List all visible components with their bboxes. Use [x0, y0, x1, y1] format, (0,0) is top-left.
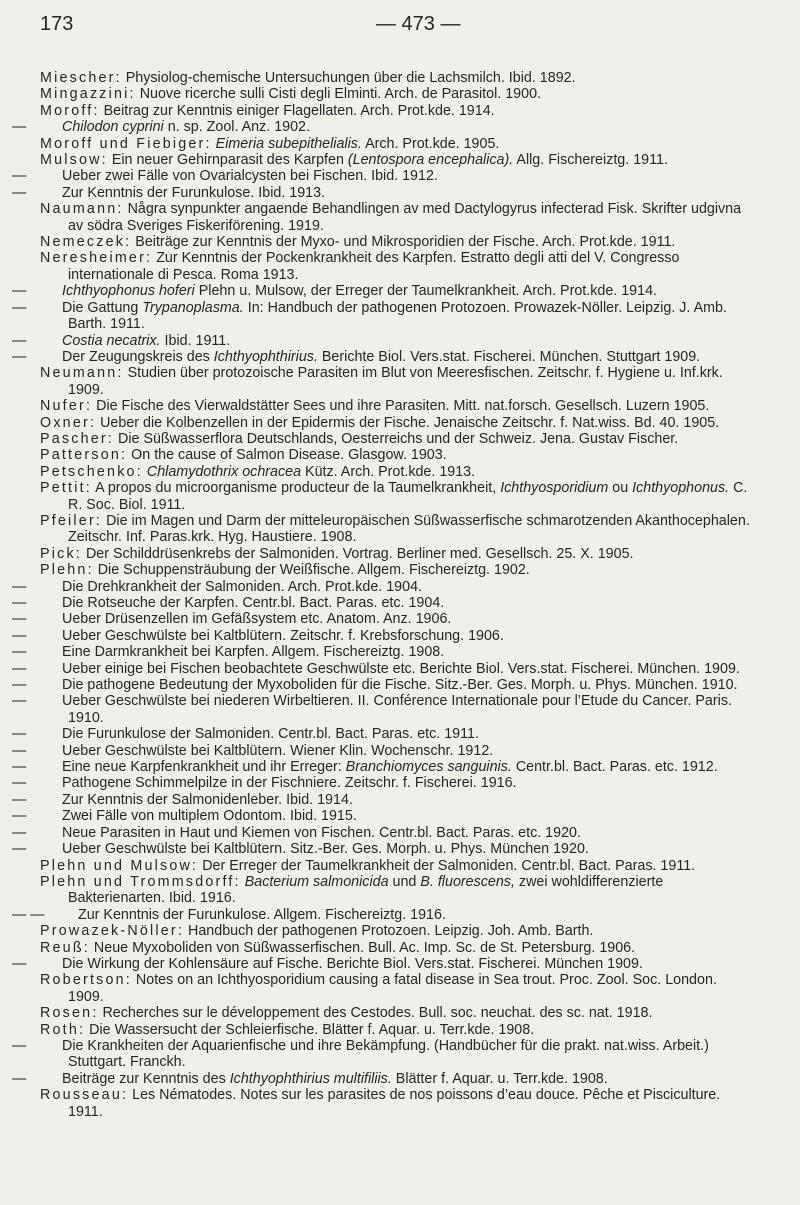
bibliography-entry: [12, 332, 754, 349]
entry-text: Handbuch der pathogenen Protozoen. Leipzig. Joh. Amb. Barth.: [188, 923, 594, 940]
entry-text: Plehn u. Mulsow, der Erreger der Taumelkrankheit. Arch. Prot.kde. 1914.: [198, 283, 658, 300]
ditto-dash: —: [12, 808, 27, 825]
entry-text: Ueber Geschwülste bei Kaltblütern. Wiener Klin. Wochenschr. 1912.: [62, 742, 494, 759]
ditto-dash: —: [12, 742, 27, 759]
entry-author: Oxner:: [40, 414, 97, 431]
bibliography-entry: [40, 972, 754, 1005]
entry-text: On the cause of Salmon Disease. Glasgow. 1903.: [131, 447, 447, 464]
bibliography-entry: [12, 283, 754, 300]
entry-text: Die Wirkung der Kohlensäure auf Fische. Berichte Biol. Vers.stat. Fischerei. München 1909.: [62, 955, 643, 972]
entry-text: In: Handbuch der pathogenen Protozoen. Prowazek-Nöller. Leipzig. J. Amb. Barth. 1911.: [68, 299, 727, 333]
bibliography-entry: [40, 431, 754, 447]
bibliography-entry: [12, 348, 754, 365]
ditto-dash: —: [12, 775, 27, 792]
entry-text: n. sp. Zool. Anz. 1902.: [167, 119, 310, 136]
bibliography-entry: [12, 693, 754, 726]
bibliography-entry: [12, 168, 754, 185]
entry-text: Neue Parasiten in Haut und Kiemen von Fischen. Centr.bl. Bact. Paras. etc. 1920.: [62, 824, 581, 841]
entry-text: Neue Myxoboliden von Süßwasserfischen. Bull. Ac. Imp. Sc. de St. Petersburg. 1906.: [93, 939, 636, 956]
bibliography-list: [12, 70, 754, 1120]
bibliography-entry: [40, 152, 754, 168]
bibliography-entry: [40, 136, 754, 152]
entry-italic-title: Ichthyophonus hoferi: [62, 283, 195, 300]
entry-text: Die Wassersucht der Schleierfische. Blätter f. Aquar. u. Terr.kde. 1908.: [89, 1021, 535, 1038]
ditto-dash: —: [12, 841, 27, 858]
bibliography-entry: [12, 660, 754, 677]
bibliography-entry: [12, 775, 754, 792]
entry-author: Moroff:: [40, 102, 100, 119]
entry-text: Ueber Geschwülste bei Kaltblütern. Zeitschr. f. Krebsforschung. 1906.: [62, 627, 504, 644]
entry-author: Mulsow:: [40, 152, 108, 169]
ditto-dash: —: [12, 824, 27, 841]
entry-author: Roth:: [40, 1021, 86, 1038]
bibliography-entry: [40, 1087, 754, 1120]
entry-text: C. R. Soc. Biol. 1911.: [68, 480, 748, 513]
entry-text: Ueber die Kolbenzellen in der Epidermis der Fische. Jenaische Zeitschr. f. Nat.wiss. Bd. 40. 1905.: [100, 414, 720, 431]
entry-text: Die Furunkulose der Salmoniden. Centr.bl. Bact. Paras. etc. 1911.: [62, 726, 479, 743]
page-header: [40, 0, 754, 70]
bibliography-entry: [12, 824, 754, 841]
ditto-dash: —: [12, 693, 27, 710]
bibliography-entry: [40, 546, 754, 562]
entry-text: ou: [612, 480, 629, 497]
entry-author: Prowazek-Nöller:: [40, 923, 185, 940]
entry-text: Eine neue Karpfenkrankheit und ihr Erreger:: [62, 759, 342, 776]
entry-italic-title: Ichthyophonus.: [632, 480, 730, 497]
entry-text: Beiträge zur Kenntnis des: [62, 1070, 226, 1087]
entry-italic-title: Ichthyophthirius.: [213, 348, 318, 365]
entry-text: Allg. Fischereiztg. 1911.: [516, 152, 668, 169]
bibliography-entry: [12, 726, 754, 743]
entry-text: Die Rotseuche der Karpfen. Centr.bl. Bact. Paras. etc. 1904.: [62, 595, 445, 611]
bibliography-entry: [12, 791, 754, 808]
bibliography-entry: [40, 447, 754, 463]
entry-author: Moroff und Fiebiger:: [40, 135, 212, 152]
entry-text: Physiolog-chemische Untersuchungen über die Lachsmilch. Ibid. 1892.: [125, 70, 576, 86]
entry-author: Miescher:: [40, 70, 122, 86]
ditto-dash: —: [12, 677, 27, 694]
ditto-dash: —: [12, 1070, 27, 1087]
entry-text: Ueber Drüsenzellen im Gefäßsystem etc. Anatom. Anz. 1906.: [62, 611, 452, 628]
entry-author: Nufer:: [40, 398, 93, 415]
entry-italic-title: Chilodon cyprini: [62, 119, 164, 136]
ditto-dash: —: [12, 627, 27, 644]
ditto-dash: —: [12, 119, 27, 136]
ditto-dash: —: [12, 184, 27, 201]
bibliography-entry: [12, 677, 754, 694]
ditto-dash: —: [12, 759, 27, 776]
entry-text: Notes on an Ichthyosporidium causing a fatal disease in Sea trout. Proc. Zool. Soc. London. 1909.: [68, 972, 717, 1005]
bibliography-entry: [40, 940, 754, 956]
entry-author: Rousseau:: [40, 1087, 129, 1104]
ditto-dash: —: [12, 726, 27, 743]
entry-text: Zur Kenntnis der Pockenkrankheit des Karpfen. Estratto degli atti del V. Congresso internationale di Pesca. Roma 1913.: [68, 250, 680, 283]
bibliography-entry: [40, 86, 754, 102]
entry-text: Der Erreger der Taumelkrankheit der Salmoniden. Centr.bl. Bact. Paras. 1911.: [202, 857, 696, 874]
entry-author: Robertson:: [40, 972, 132, 989]
ditto-dash: —: [12, 578, 27, 595]
ditto-dash: —: [12, 955, 27, 972]
entry-text: Die Krankheiten der Aquarienfische und ihre Bekämpfung. (Handbücher für die prakt. nat.wiss. Arbeit.) Stuttgart. Franckh.: [62, 1037, 709, 1071]
bibliography-entry: [40, 250, 754, 283]
entry-author: Reuß:: [40, 939, 90, 956]
entry-text: Die Drehkrankheit der Salmoniden. Arch. Prot.kde. 1904.: [62, 578, 422, 595]
bibliography-entry: [12, 299, 754, 333]
entry-author: Patterson:: [40, 447, 128, 464]
entry-author: Plehn und Trommsdorff:: [40, 873, 241, 890]
bibliography-entry: [40, 1022, 754, 1038]
entry-italic-title: (Lentospora encephalica).: [347, 152, 514, 169]
entry-text: Några synpunkter angaende Behandlingen av med Dactylogyrus infecterad Fisk. Skrifter udgivna av södra Sveriges Fiskeriförening. 1919.: [68, 201, 742, 234]
entry-text: A propos du microorganisme producteur de la Taumelkrankheit,: [95, 480, 497, 497]
ditto-dash: —: [12, 660, 27, 677]
running-page-number: — 473 —: [376, 13, 461, 35]
entry-italic-title: Chlamydothrix ochracea: [146, 463, 302, 480]
entry-italic-title: Ichthyosporidium: [500, 480, 609, 497]
bibliography-entry: [40, 480, 754, 513]
entry-text: Ueber Geschwülste bei Kaltblütern. Sitz.-Ber. Ges. Morph. u. Phys. München 1920.: [62, 841, 589, 858]
bibliography-entry: [40, 365, 754, 398]
entry-author: Plehn:: [40, 562, 94, 579]
entry-text: Die im Magen und Darm der mitteleuropäischen Süßwasserfische schmarotzenden Akanthocephalen. Zeitschr. Inf. Paras.krk. Hyg. Haustiere. 1908.: [68, 512, 750, 546]
entry-text: Der Schilddrüsenkrebs der Salmoniden. Vortrag. Berliner med. Gesellsch. 25. X. 1905.: [85, 545, 634, 562]
entry-text: Beiträge zur Kenntnis der Myxo- und Mikrosporidien der Fische. Arch. Prot.kde. 1911.: [135, 234, 676, 251]
entry-text: Beitrag zur Kenntnis einiger Flagellaten. Arch. Prot.kde. 1914.: [103, 102, 495, 119]
bibliography-entry: [40, 1005, 754, 1021]
entry-text: Blätter f. Aquar. u. Terr.kde. 1908.: [395, 1070, 608, 1087]
entry-italic-title: Ichthyophthirius multifiliis.: [229, 1070, 392, 1087]
entry-text: Die Süßwasserflora Deutschlands, Oesterreichs und der Schweiz. Jena. Gustav Fischer.: [118, 430, 679, 447]
bibliography-entry: [12, 595, 754, 611]
ditto-dash: —: [12, 283, 27, 300]
ditto-dash: —: [12, 611, 27, 628]
entry-author: Mingazzini:: [40, 86, 136, 103]
bibliography-entry: [40, 464, 754, 480]
bibliography-entry: [12, 1070, 754, 1087]
entry-text: Studien über protozoische Parasiten im Blut von Meeresfischen. Zeitschr. f. Hygiene u. Inf.krk. 1909.: [68, 365, 723, 398]
bibliography-entry: [40, 923, 754, 939]
entry-text: Ein neuer Gehirnparasit des Karpfen: [111, 152, 344, 169]
entry-italic-title: Costia necatrix.: [62, 332, 161, 349]
bibliography-entry: [40, 562, 754, 578]
entry-italic-title: Eimeria subepithelialis.: [215, 135, 362, 152]
entry-author: Naumann:: [40, 201, 124, 218]
entry-text: zwei wohldifferenzierte Bakterienarten. Ibid. 1916.: [68, 873, 664, 907]
entry-author: Pfeiler:: [40, 512, 103, 529]
ditto-dash: —: [12, 595, 27, 611]
entry-italic-title: B. fluorescens,: [420, 873, 515, 890]
entry-text: Die Fische des Vierwaldstätter Sees und ihre Parasiten. Mitt. nat.forsch. Gesellsch. Luzern 1905.: [96, 398, 710, 415]
entry-text: Die Gattung: [62, 299, 139, 316]
bibliography-entry: [40, 103, 754, 119]
entry-text: Les Nématodes. Notes sur les parasites de nos poissons d’eau douce. Pêche et Pisciculture. 1911.: [68, 1087, 721, 1120]
bibliography-entry: [12, 184, 754, 201]
entry-text: Der Zeugungskreis des: [62, 348, 210, 365]
ditto-dash: — —: [12, 906, 45, 923]
ditto-dash: —: [12, 644, 27, 661]
bibliography-entry: [12, 119, 754, 136]
entry-text: Centr.bl. Bact. Paras. etc. 1912.: [515, 759, 718, 776]
bibliography-entry: [12, 906, 754, 923]
bibliography-entry: [40, 415, 754, 431]
ditto-dash: —: [12, 1037, 27, 1054]
entry-text: Eine Darmkrankheit bei Karpfen. Allgem. Fischereiztg. 1908.: [62, 644, 445, 661]
bibliography-entry: [12, 611, 754, 628]
bibliography-entry: [12, 627, 754, 644]
ditto-dash: —: [12, 299, 27, 316]
bibliography-entry: [40, 234, 754, 250]
entry-text: Ibid. 1911.: [164, 332, 231, 349]
bibliography-entry: [40, 70, 754, 86]
bibliography-entry: [40, 513, 754, 546]
bibliography-entry: [12, 808, 754, 825]
entry-text: Die Schuppensträubung der Weißfische. Allgem. Fischereiztg. 1902.: [97, 562, 530, 579]
entry-author: Rosen:: [40, 1005, 99, 1022]
ditto-dash: —: [12, 791, 27, 808]
entry-author: Pettit:: [40, 480, 92, 497]
entry-text: Ueber Geschwülste bei niederen Wirbeltieren. II. Conférence Internationale pour l’Etude du Cancer. Paris. 1910.: [62, 693, 732, 726]
entry-text: Zur Kenntnis der Furunkulose. Allgem. Fischereiztg. 1916.: [78, 906, 446, 923]
page-number: 173: [40, 13, 74, 35]
entry-author: Pascher:: [40, 430, 115, 447]
bibliography-entry: [12, 759, 754, 776]
ditto-dash: —: [12, 332, 27, 349]
entry-text: Arch. Prot.kde. 1905.: [365, 135, 500, 152]
bibliography-entry: [12, 644, 754, 661]
bibliography-entry: [12, 1037, 754, 1071]
bibliography-entry: [40, 398, 754, 414]
bibliography-entry: [40, 858, 754, 874]
ditto-dash: —: [12, 168, 27, 185]
entry-text: Zur Kenntnis der Furunkulose. Ibid. 1913.: [62, 184, 326, 201]
entry-text: Zur Kenntnis der Salmonidenleber. Ibid. 1914.: [62, 791, 353, 808]
entry-text: Recherches sur le développement des Cestodes. Bull. soc. neuchat. des sc. nat. 1918.: [102, 1005, 653, 1022]
entry-text: Berichte Biol. Vers.stat. Fischerei. München. Stuttgart 1909.: [321, 348, 701, 365]
bibliography-entry: [12, 841, 754, 858]
entry-author: Nemeczek:: [40, 234, 132, 251]
entry-text: Nuove ricerche sulli Cisti degli Elminti. Arch. de Parasitol. 1900.: [139, 86, 541, 103]
entry-author: Pick:: [40, 545, 82, 562]
entry-author: Petschenko:: [40, 463, 143, 480]
entry-author: Neumann:: [40, 365, 124, 382]
bibliography-entry: [40, 874, 754, 907]
entry-italic-title: Trypanoplasma.: [142, 299, 244, 316]
entry-text: Zwei Fälle von multiplem Odontom. Ibid. 1915.: [62, 808, 357, 825]
bibliography-entry: [12, 742, 754, 759]
ditto-dash: —: [12, 348, 27, 365]
entry-text: Ueber zwei Fälle von Ovarialcysten bei Fischen. Ibid. 1912.: [62, 168, 438, 185]
entry-text: und: [392, 873, 417, 890]
entry-text: Ueber einige bei Fischen beobachtete Geschwülste etc. Berichte Biol. Vers.stat. Fischerei. München. 1909.: [62, 660, 740, 677]
entry-italic-title: Branchiomyces sanguinis.: [345, 759, 512, 776]
entry-author: Neresheimer:: [40, 250, 153, 267]
entry-text: Kütz. Arch. Prot.kde. 1913.: [305, 463, 476, 480]
entry-text: Die pathogene Bedeutung der Myxoboliden für die Fische. Sitz.-Ber. Ges. Morph. u. Phys. München. 1910.: [62, 677, 738, 694]
bibliography-entry: [12, 955, 754, 972]
entry-author: Plehn und Mulsow:: [40, 857, 199, 874]
entry-text: Pathogene Schimmelpilze in der Fischniere. Zeitschr. f. Fischerei. 1916.: [62, 775, 517, 792]
entry-italic-title: Bacterium salmonicida: [244, 873, 389, 890]
bibliography-entry: [40, 201, 754, 234]
bibliography-entry: [12, 578, 754, 595]
